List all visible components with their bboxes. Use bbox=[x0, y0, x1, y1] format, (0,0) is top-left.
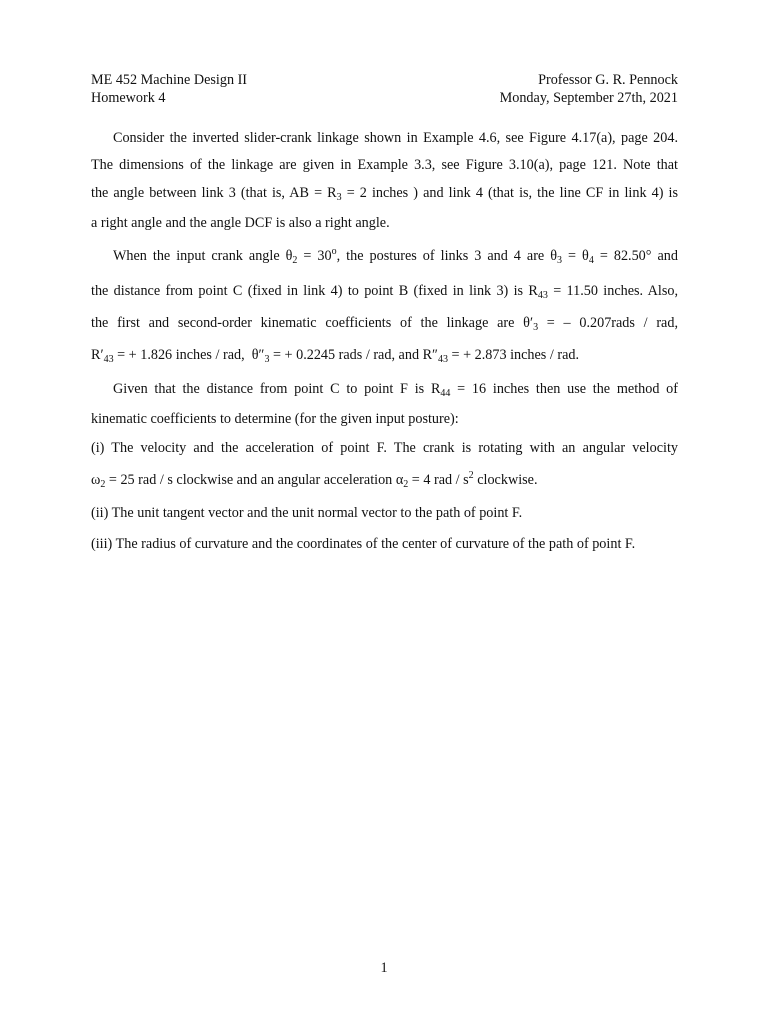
item-i-line-1: (i) The velocity and the acceleration of point F. The crank is rotating with an angular velocity bbox=[91, 440, 678, 456]
paragraph-3-line-1: Given that the distance from point C to point F is $R_{44} = 16$ inches then use the method of bbox=[113, 381, 679, 399]
math: $\theta_2 = 30^o$ bbox=[285, 246, 337, 266]
paragraph-1-line-2: The dimensions of the linkage are given in Example 3.3, see Figure 3.10(a), page 121. Note that bbox=[91, 157, 678, 173]
math: $\omega_2 = 25$ rad / s bbox=[91, 472, 173, 490]
math: $R_{43} = 11.50$ inches. bbox=[528, 283, 644, 301]
course-title: ME 452 Machine Design II bbox=[91, 72, 248, 88]
paragraph-2-line-3: the first and second-order kinematic coefficients of the linkage are $\theta'_3$ = – 0.207rads / rad, bbox=[91, 315, 678, 333]
math: $R'_{43}$ = + 1.826 inches / rad, bbox=[91, 347, 245, 365]
paragraph-2-line-4: $R'_{43}$ = + 1.826 inches / rad, $\theta''_3$ = + 0.2245 rads / rad, and $R''_{43}$ = + 2.873 inches / rad. bbox=[91, 347, 580, 365]
math: $\theta_3 = \theta_4 = 82.50^\circ$ bbox=[550, 248, 652, 266]
paragraph-1-line-4: a right angle and the angle DCF is also a right angle. bbox=[91, 215, 390, 231]
paragraph-2-line-2: the distance from point C (fixed in link 4) to point B (fixed in link 3) is $R_{43} = 11.50$ inches. Also, bbox=[91, 283, 678, 301]
assignment-date: Monday, September 27th, 2021 bbox=[499, 90, 678, 106]
assignment-title: Homework 4 bbox=[91, 90, 166, 106]
math: $R''_{43}$ = + 2.873 inches / rad. bbox=[422, 347, 580, 365]
math: $\alpha_2 = 4$ rad / $s^2$ bbox=[395, 470, 474, 490]
text: ) and link 4 (that is, the line CF in link 4) is bbox=[408, 185, 678, 201]
item-ii: (ii) The unit tangent vector and the unit normal vector to the path of point F. bbox=[91, 505, 523, 521]
item-i-line-2: $\omega_2 = 25$ rad / s clockwise and an angular acceleration $\alpha_2 = 4$ rad / $s^2$ clockwise. bbox=[91, 470, 538, 490]
item-iii: (iii) The radius of curvature and the coordinates of the center of curvature of the path of point F. bbox=[91, 536, 636, 552]
professor-name: Professor G. R. Pennock bbox=[538, 72, 678, 88]
paragraph-3-line-2: kinematic coefficients to determine (for the given input posture): bbox=[91, 411, 459, 427]
math: $\theta'_3$ = – 0.207rads / rad, bbox=[523, 315, 678, 333]
page-number: 1 bbox=[380, 960, 388, 976]
math: $R_{44} = 16$ inches bbox=[430, 381, 530, 399]
math: AB = $R_3 = 2$ inches bbox=[289, 185, 409, 203]
math: $\theta''_3$ = + 0.2245 rads / rad, bbox=[251, 347, 395, 365]
paragraph-2-line-1: When the input crank angle $\theta_2 = 30^o$, the postures of links 3 and 4 are $\theta_3 = \theta_4 = 82.50^\circ$ and bbox=[113, 246, 678, 266]
paragraph-1-line-1: Consider the inverted slider-crank linkage shown in Example 4.6, see Figure 4.17(a), page 204. bbox=[113, 130, 678, 146]
text: the angle between link 3 (that is, bbox=[91, 185, 290, 201]
paragraph-1-line-3 bbox=[91, 184, 678, 202]
